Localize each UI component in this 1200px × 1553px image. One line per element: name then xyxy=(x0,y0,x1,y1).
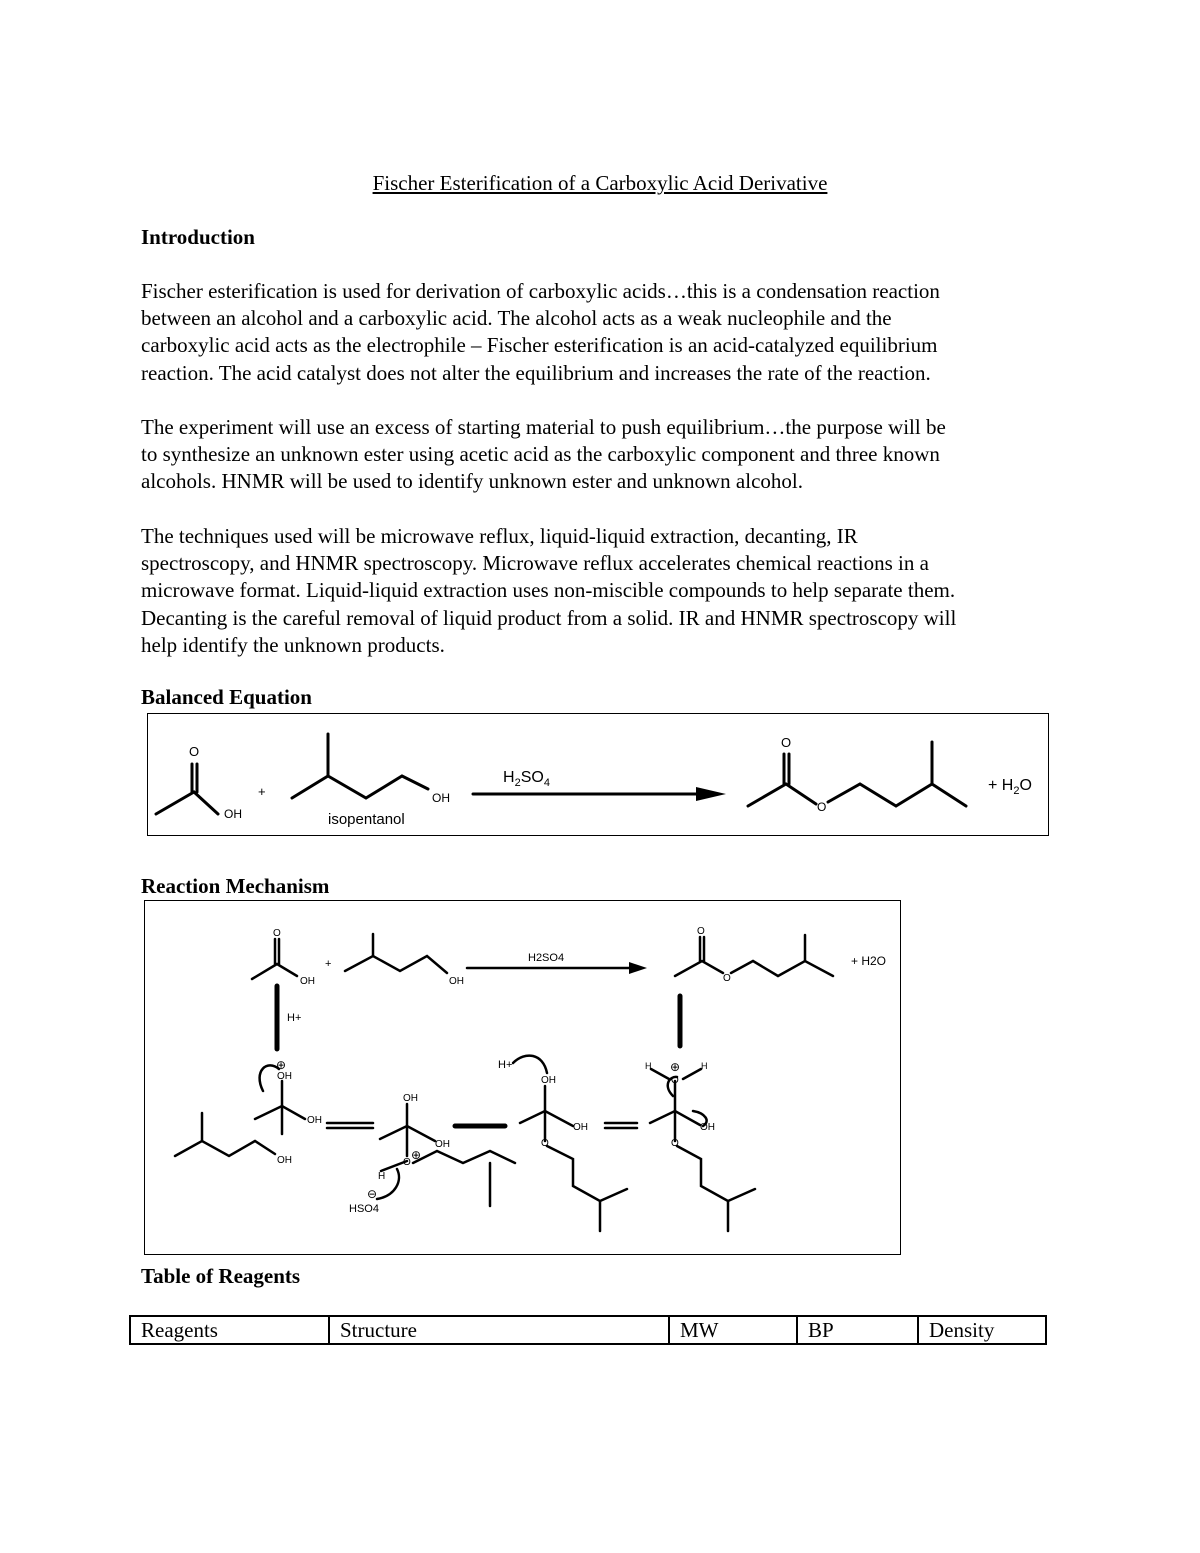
water-label xyxy=(988,777,1032,797)
mech-tetra-2-oh-right: OH xyxy=(573,1122,588,1133)
mech-tetra-3-o-top: O xyxy=(671,1075,679,1086)
mech-top-arrow-head xyxy=(629,962,647,974)
introduction-heading: Introduction xyxy=(141,225,255,249)
mech-tetra-2-branch xyxy=(600,1189,627,1201)
column-header-bp: BP xyxy=(797,1316,918,1344)
mech-h-label: H xyxy=(378,1171,386,1182)
mech-charge-minus: ⊖ xyxy=(367,1187,378,1201)
mech-plus: + xyxy=(325,958,332,970)
column-header-density: Density xyxy=(918,1316,1046,1344)
text-line: to synthesize an unknown ester using acetic acid as the carboxylic component and three known xyxy=(141,442,940,467)
text-line: carboxylic acid acts as the electrophile – Fischer esterification is an acid-catalyzed equilibrium xyxy=(141,333,938,358)
mech-tetra-3-oh-right: OH xyxy=(700,1122,715,1133)
mech-tetra-3-o-label: O xyxy=(671,1138,679,1149)
mech-tetra-1-o-label: O xyxy=(403,1157,411,1168)
mech-protonated-acid xyxy=(255,1106,305,1119)
mech-tetra-2-chain xyxy=(547,1146,600,1231)
mech-protonated-oh: OH xyxy=(277,1071,292,1082)
table-header-row xyxy=(130,1316,1046,1344)
mech-acid-o: O xyxy=(273,928,281,939)
isopentanol-label: isopentanol xyxy=(328,811,405,828)
mech-ester-chain xyxy=(731,961,833,976)
text-line: microwave format. Liquid-liquid extraction uses non-miscible compounds to help separate them. xyxy=(141,578,956,603)
ester-acyl-skeleton xyxy=(748,784,816,806)
mech-tetra-1-oh-label: OH xyxy=(403,1093,418,1104)
mech-charge-2: ⊕ xyxy=(411,1148,422,1162)
mech-alcohol-oh: OH xyxy=(449,976,464,987)
plus-sign: + xyxy=(258,784,266,799)
mech-tetra-3-h1 xyxy=(651,1069,669,1079)
isopentanol-skeleton xyxy=(292,776,428,798)
water-sub: 2 xyxy=(1013,785,1020,797)
reaction-mechanism-svg xyxy=(145,901,902,1256)
acid-hydroxyl-label: OH xyxy=(224,807,242,821)
mech-tetra-3-h-right: H xyxy=(701,1061,708,1071)
mech-tetra-3-h-left: H xyxy=(645,1061,652,1071)
reaction-arrow-head xyxy=(696,787,726,801)
mech-proton-left: H+ xyxy=(287,1012,302,1024)
mech-lower-alcohol-oh: OH xyxy=(277,1155,292,1166)
catalyst-sub-2: 2 xyxy=(514,777,521,789)
acetic-acid-skeleton xyxy=(156,792,218,814)
mech-tetra-1-oh-right: OH xyxy=(435,1139,450,1150)
text-line: The experiment will use an excess of starting material to push equilibrium…the purpose will be xyxy=(141,415,946,439)
reagents-table xyxy=(129,1315,1047,1345)
mech-acid-skeleton xyxy=(252,964,297,979)
text-line: between an alcohol and a carboxylic acid. The alcohol acts as a weak nucleophile and the xyxy=(141,306,892,331)
table-of-reagents-heading: Table of Reagents xyxy=(141,1264,301,1288)
mech-curved-arrow-3 xyxy=(513,1056,547,1073)
document-title: Fischer Esterification of a Carboxylic Acid Derivative xyxy=(372,171,828,195)
balanced-equation-heading: Balanced Equation xyxy=(141,685,312,709)
catalyst-so: SO xyxy=(520,769,544,786)
mech-proton-mid: H+ xyxy=(498,1059,513,1071)
mech-tetra-3-chain xyxy=(677,1146,728,1231)
intro-paragraph-2 xyxy=(141,414,1081,496)
mech-ester-o: O xyxy=(697,926,705,937)
mech-lower-alcohol xyxy=(175,1141,275,1156)
column-header-reagents: Reagents xyxy=(130,1316,329,1344)
text-line: Decanting is the careful removal of liquid product from a solid. IR and HNMR spectroscopy will xyxy=(141,605,957,630)
mech-charge-3: ⊕ xyxy=(670,1060,681,1074)
text-line: Fischer esterification is used for derivation of carboxylic acids…this is a condensation reaction xyxy=(141,279,940,303)
intro-paragraph-3 xyxy=(141,523,1081,659)
ester-oxygen-label: O xyxy=(781,735,792,750)
mech-alcohol-skeleton xyxy=(345,956,447,973)
mech-protonated-acid-oh: OH xyxy=(307,1115,322,1126)
reaction-mechanism-heading: Reaction Mechanism xyxy=(141,874,330,898)
acid-oxygen-label: O xyxy=(189,744,200,759)
intro-paragraph-1 xyxy=(141,278,1081,387)
column-header-structure: Structure xyxy=(329,1316,669,1344)
mech-tetra-3-h2 xyxy=(683,1069,701,1079)
catalyst-label xyxy=(503,769,550,789)
mech-water: + H2O xyxy=(851,954,887,968)
catalyst-h: H xyxy=(503,769,515,786)
column-header-mw: MW xyxy=(669,1316,797,1344)
water-prefix: + H xyxy=(988,777,1014,794)
ester-alkyl-chain xyxy=(828,784,966,806)
mech-acid-oh: OH xyxy=(300,976,315,987)
text-line: spectroscopy, and HNMR spectroscopy. Microwave reflux accelerates chemical reactions in a xyxy=(141,551,929,576)
balanced-equation-svg xyxy=(148,714,1050,837)
text-line: alcohols. HNMR will be used to identify unknown ester and unknown alcohol. xyxy=(141,469,803,494)
mech-ester-ether-o: O xyxy=(723,973,731,984)
mech-tetra-2-o-label: O xyxy=(541,1138,549,1149)
water-suffix: O xyxy=(1019,777,1032,794)
mech-tetra-3-branch xyxy=(728,1189,755,1201)
mech-tetra-1-chain xyxy=(413,1151,515,1163)
catalyst-sub-4: 4 xyxy=(543,777,550,789)
text-line: help identify the unknown products. xyxy=(141,632,445,657)
text-line: The techniques used will be microwave reflux, liquid-liquid extraction, decanting, IR xyxy=(141,524,858,548)
ester-ether-oxygen-label: O xyxy=(817,800,827,814)
mech-ester-acyl xyxy=(675,961,723,976)
balanced-equation-figure xyxy=(147,713,1049,836)
mech-tetra-2 xyxy=(520,1111,573,1126)
mech-tetra-2-oh-label: OH xyxy=(541,1075,556,1086)
reaction-mechanism-figure xyxy=(144,900,901,1255)
alcohol-hydroxyl-label: OH xyxy=(432,791,450,805)
text-line: reaction. The acid catalyst does not alter the equilibrium and increases the rate of the reaction. xyxy=(141,360,931,385)
mech-bisulfate: HSO4 xyxy=(349,1203,379,1215)
mech-charge-1: ⊕ xyxy=(276,1058,287,1072)
mech-catalyst: H2SO4 xyxy=(528,952,565,964)
